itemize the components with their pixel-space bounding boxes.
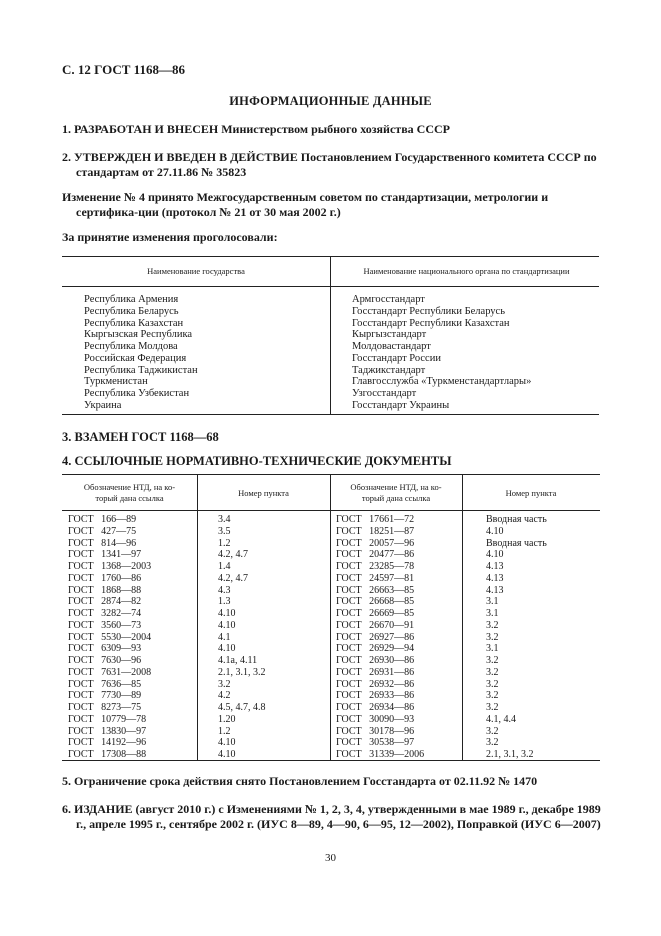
standards-body-name: Госстандарт Украины <box>352 399 450 411</box>
table-column-divider <box>330 256 331 414</box>
item-4: 4. ССЫЛОЧНЫЕ НОРМАТИВНО-ТЕХНИЧЕСКИЕ ДОКУМЕНТЫ <box>62 454 452 468</box>
item-3: 3. ВЗАМЕН ГОСТ 1168—68 <box>62 430 219 444</box>
item-2-text: Постановлением Государственного комитета СССР по стандартам от 27.11.86 № 35823 <box>76 150 597 179</box>
ref-doc: ГОСТ 30538—97 <box>336 737 415 749</box>
ref-doc: ГОСТ 24597—81 <box>336 572 415 584</box>
right-points-column <box>486 514 598 761</box>
ref-point: 4.1, 4.4 <box>486 713 516 725</box>
standards-body-name: Узгосстандарт <box>352 388 417 399</box>
ref-doc: ГОСТ 1868—88 <box>68 584 142 596</box>
header-doc-right <box>330 482 462 504</box>
ref-point: 4.5, 4.7, 4.8 <box>218 702 266 713</box>
ref-doc: ГОСТ 166—89 <box>68 514 137 525</box>
item-2 <box>62 150 613 180</box>
item-6-lead: 6. ИЗДАНИЕ <box>62 802 133 816</box>
ref-doc: ГОСТ 26932—86 <box>336 678 415 690</box>
state-name: Республика Молдова <box>84 341 178 352</box>
table-column-divider <box>330 474 331 760</box>
ref-point: 4.3 <box>218 584 231 596</box>
ref-doc: ГОСТ 1368—2003 <box>68 561 152 572</box>
table-column-divider <box>197 474 198 760</box>
ref-doc: ГОСТ 6309—93 <box>68 643 142 655</box>
ref-point: 1.2 <box>218 537 231 549</box>
ref-doc: ГОСТ 13830—97 <box>68 725 147 737</box>
page-header: С. 12 ГОСТ 1168—86 <box>62 62 185 77</box>
left-points-column <box>218 514 328 761</box>
ref-doc: ГОСТ 30178—96 <box>336 725 415 737</box>
state-name: Республика Узбекистан <box>84 388 190 399</box>
standards-body-name: Армгосстандарт <box>352 294 425 305</box>
header-doc-line1: Обозначение НТД, на ко- <box>350 482 442 492</box>
ref-doc: ГОСТ 17308—88 <box>68 749 147 760</box>
states-column <box>84 294 324 412</box>
ref-doc: ГОСТ 427—75 <box>68 525 137 537</box>
header-point-right: Номер пункта <box>505 488 557 498</box>
header-doc-line2: торый дана ссылка <box>95 493 164 503</box>
state-name: Республика Армения <box>84 294 179 305</box>
ref-doc: ГОСТ 23285—78 <box>336 561 415 572</box>
ref-doc: ГОСТ 26668—85 <box>336 596 415 608</box>
ref-point: Вводная часть <box>486 537 547 549</box>
ref-point: 3.2 <box>486 678 499 690</box>
ref-point: 4.10 <box>218 608 236 619</box>
ref-doc: ГОСТ 7636—85 <box>68 678 142 690</box>
ref-doc: ГОСТ 14192—96 <box>68 737 147 749</box>
ref-doc: ГОСТ 26933—86 <box>336 690 415 702</box>
item-6-text: (август 2010 г.) с Изменениями № 1, 2, 3, 4, утвержденными в мае 1989 г., декабре 1989 г., апреле 1995 г., сентябре 2002 г. (ИУС 8—89, 4—90, 6—95, 12—2002), Поправкой (ИУС 6—2007) <box>76 802 601 831</box>
table-rule-top <box>62 474 600 475</box>
ref-doc: ГОСТ 31339—2006 <box>336 749 425 760</box>
states-table <box>62 256 599 416</box>
ref-point: Вводная часть <box>486 514 547 525</box>
ref-point: 2.1, 3.1, 3.2 <box>486 749 534 760</box>
standards-body-name: Главгосслужба «Туркменстандартлары» <box>352 376 532 388</box>
change-note: Изменение № 4 принято Межгосударственным советом по стандартизации, метрологии и сертифика-ции (протокол № 21 от 30 мая 2002 г.) <box>62 190 549 219</box>
ref-doc: ГОСТ 26930—86 <box>336 655 415 666</box>
ref-point: 4.10 <box>218 619 236 631</box>
state-name: Республика Таджикистан <box>84 364 198 376</box>
table-rule-bottom <box>62 414 599 415</box>
standards-body-name: Молдовастандарт <box>352 341 431 352</box>
ref-point: 3.2 <box>218 678 231 690</box>
ref-point: 4.10 <box>218 643 236 655</box>
ref-point: 1.4 <box>218 561 231 572</box>
ref-point: 3.2 <box>486 737 499 749</box>
item-5: 5. Ограничение срока действия снято Постановлением Госстандарта от 02.11.92 № 1470 <box>62 774 538 788</box>
ref-point: 4.10 <box>486 549 504 561</box>
header-state: Наименование государства <box>147 266 245 276</box>
header-point-left: Номер пункта <box>238 488 289 498</box>
header-doc-line2: торый дана ссылка <box>361 493 431 503</box>
item-2-lead: 2. УТВЕРЖДЕН И ВВЕДЕН В ДЕЙСТВИЕ <box>62 150 298 164</box>
ref-point: 3.4 <box>218 514 231 525</box>
ref-point: 4.10 <box>486 525 504 537</box>
ref-point: 3.5 <box>218 525 231 537</box>
ref-doc: ГОСТ 18251—87 <box>336 525 415 537</box>
ref-doc: ГОСТ 5530—2004 <box>68 631 152 643</box>
ref-doc: ГОСТ 26670—91 <box>336 619 415 631</box>
ref-doc: ГОСТ 26934—86 <box>336 702 415 713</box>
ref-doc: ГОСТ 17661—72 <box>336 514 415 525</box>
ref-point: 4.13 <box>486 584 504 596</box>
ref-doc: ГОСТ 814—96 <box>68 537 137 549</box>
ref-point: 4.10 <box>218 749 236 760</box>
header-doc-line1: Обозначение НТД, на ко- <box>83 482 176 492</box>
ref-doc: ГОСТ 7631—2008 <box>68 666 152 678</box>
ref-point: 4.2, 4.7 <box>218 572 248 584</box>
ref-doc: ГОСТ 1341—97 <box>68 549 142 561</box>
ref-point: 3.2 <box>486 631 499 643</box>
ref-doc: ГОСТ 26927—86 <box>336 631 415 643</box>
ref-doc: ГОСТ 2874—82 <box>68 596 142 608</box>
ref-doc: ГОСТ 20057—96 <box>336 537 415 549</box>
item-1-lead: 1. РАЗРАБОТАН И ВНЕСЕН <box>62 122 219 136</box>
ref-doc: ГОСТ 3282—74 <box>68 608 142 619</box>
table-rule-header <box>62 510 600 511</box>
ref-point: 3.1 <box>486 643 499 655</box>
ref-doc: ГОСТ 26931—86 <box>336 666 415 678</box>
ref-point: 3.2 <box>486 702 499 713</box>
ref-point: 4.13 <box>486 561 504 572</box>
right-docs-column <box>336 514 460 761</box>
ref-doc: ГОСТ 20477—86 <box>336 549 415 561</box>
item-1-text: Министерством рыбного хозяйства СССР <box>218 122 450 136</box>
item-6 <box>62 802 613 832</box>
ref-point: 3.2 <box>486 666 499 678</box>
ref-point: 1.20 <box>218 713 236 725</box>
ref-point: 1.2 <box>218 725 231 737</box>
item-1 <box>62 122 599 137</box>
ref-point: 4.1а, 4.11 <box>218 655 258 666</box>
ref-doc: ГОСТ 8273—75 <box>68 702 142 713</box>
state-name: Туркменистан <box>84 376 148 388</box>
standards-body-name: Госстандарт России <box>352 352 441 364</box>
table-column-divider <box>462 474 463 760</box>
ref-doc: ГОСТ 26929—94 <box>336 643 415 655</box>
left-docs-column <box>68 514 196 761</box>
ref-point: 3.1 <box>486 608 499 619</box>
references-table <box>62 474 600 760</box>
state-name: Российская Федерация <box>84 352 187 364</box>
standards-body-name: Госстандарт Республики Беларусь <box>352 305 506 317</box>
standards-body-name: Кыргызстандарт <box>352 329 427 341</box>
state-name: Республика Беларусь <box>84 305 179 317</box>
page-title: ИНФОРМАЦИОННЫЕ ДАННЫЕ <box>229 94 432 108</box>
bodies-column <box>352 294 597 412</box>
state-name: Кыргызская Республика <box>84 329 193 341</box>
page-number: 30 <box>325 852 336 864</box>
ref-point: 3.2 <box>486 690 499 702</box>
ref-point: 4.1 <box>218 631 231 643</box>
ref-point: 1.3 <box>218 596 231 608</box>
ref-doc: ГОСТ 26669—85 <box>336 608 415 619</box>
standards-body-name: Госстандарт Республики Казахстан <box>352 317 510 329</box>
ref-point: 4.13 <box>486 572 504 584</box>
ref-point: 3.2 <box>486 655 499 666</box>
ref-doc: ГОСТ 7730—89 <box>68 690 142 702</box>
standards-body-name: Таджикстандарт <box>352 364 426 376</box>
state-name: Украина <box>84 399 122 411</box>
state-name: Республика Казахстан <box>84 317 184 329</box>
ref-point: 4.2 <box>218 690 231 702</box>
ref-point: 3.1 <box>486 596 499 608</box>
ref-doc: ГОСТ 7630—96 <box>68 655 142 666</box>
ref-point: 2.1, 3.1, 3.2 <box>218 666 266 678</box>
ref-doc: ГОСТ 3560—73 <box>68 619 142 631</box>
ref-doc: ГОСТ 30090—93 <box>336 713 415 725</box>
voted-label: За принятие изменения проголосовали: <box>62 230 278 244</box>
ref-point: 4.2, 4.7 <box>218 549 248 561</box>
header-standards-body: Наименование национального органа по стандартизации <box>363 266 570 276</box>
ref-doc: ГОСТ 10779—78 <box>68 713 147 725</box>
header-doc-left <box>62 482 197 504</box>
ref-doc: ГОСТ 26663—85 <box>336 584 415 596</box>
ref-doc: ГОСТ 1760—86 <box>68 572 142 584</box>
ref-point: 3.2 <box>486 619 499 631</box>
ref-point: 3.2 <box>486 725 499 737</box>
ref-point: 4.10 <box>218 737 236 749</box>
